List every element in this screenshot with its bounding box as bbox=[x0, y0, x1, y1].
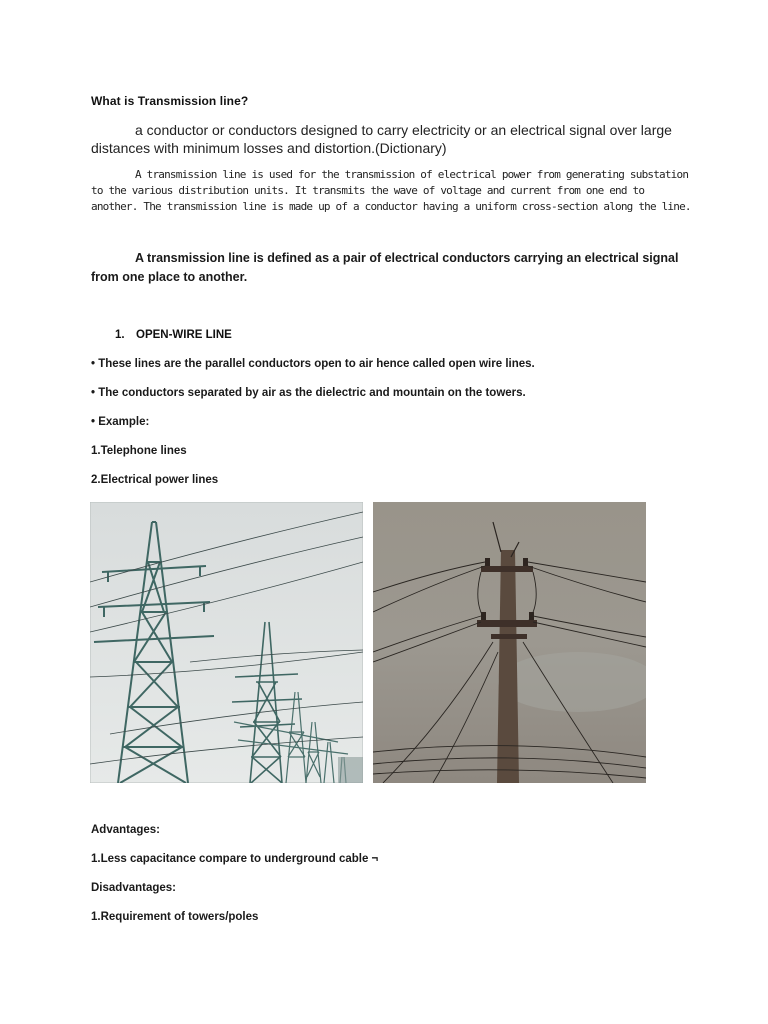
section-number: 1. bbox=[115, 329, 125, 341]
page-heading: What is Transmission line? bbox=[91, 94, 249, 108]
transmission-towers-photo bbox=[90, 502, 363, 783]
pair-definition-paragraph bbox=[91, 249, 691, 287]
definition-paragraph-text: A transmission line is used for the transmission of electrical power from generating substation to the various distribution units. It transmits the wave of voltage and current from one end to another. The transmission line is made up of a conductor having a uniform cross-section along the line. bbox=[91, 168, 691, 213]
section-open-wire-line bbox=[115, 329, 232, 341]
section-title: OPEN-WIRE LINE bbox=[136, 329, 232, 341]
advantage-item: 1.Less capacitance compare to underground cable ¬ bbox=[91, 853, 379, 865]
bullet-item: • These lines are the parallel conductors open to air hence called open wire lines. bbox=[91, 358, 535, 370]
dictionary-paragraph-text: a conductor or conductors designed to carry electricity or an electrical signal over large distances with minimum losses and distortion.(Dictionary) bbox=[91, 122, 672, 156]
utility-pole-photo bbox=[373, 502, 646, 783]
disadvantage-item: 1.Requirement of towers/poles bbox=[91, 911, 259, 923]
dictionary-paragraph bbox=[91, 121, 691, 157]
disadvantages-label: Disadvantages: bbox=[91, 882, 177, 894]
example-item: 1.Telephone lines bbox=[91, 445, 187, 457]
advantages-label: Advantages: bbox=[91, 824, 161, 836]
pair-definition-paragraph-text: A transmission line is defined as a pair of electrical conductors carrying an electrical signal from one place to another. bbox=[91, 251, 679, 284]
example-item: 2.Electrical power lines bbox=[91, 474, 219, 486]
bullet-item: • The conductors separated by air as the dielectric and mountain on the towers. bbox=[91, 387, 526, 399]
definition-paragraph bbox=[91, 167, 691, 215]
bullet-item: • Example: bbox=[91, 416, 150, 428]
